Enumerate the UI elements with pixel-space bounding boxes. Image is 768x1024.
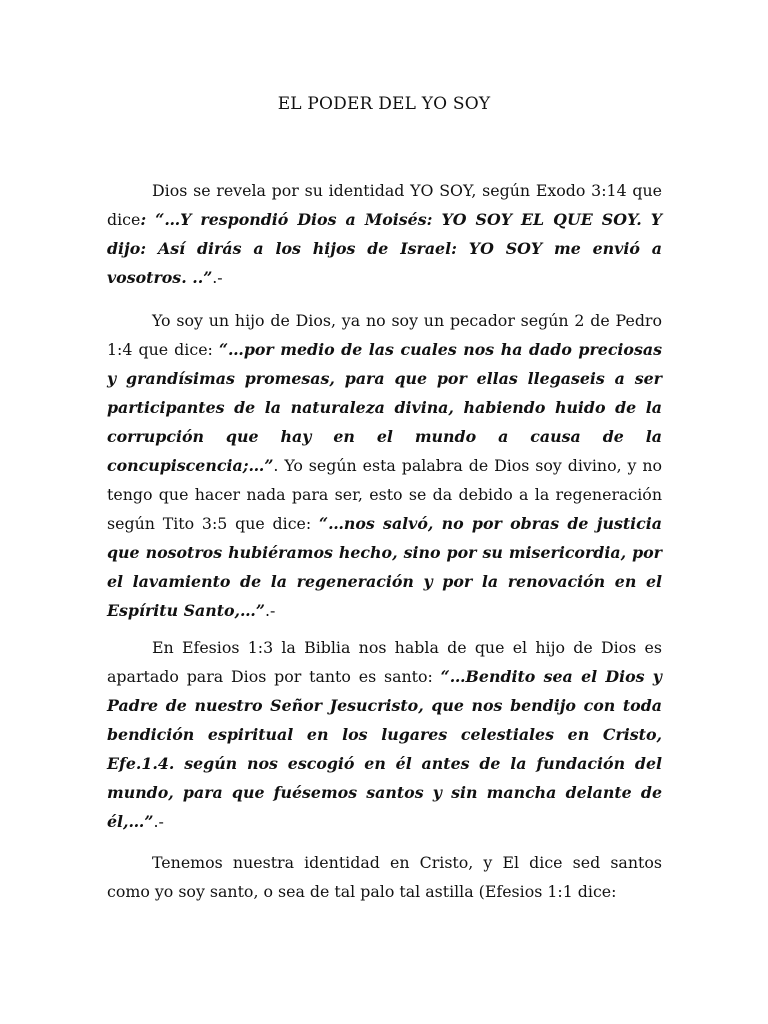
paragraph-1-end: .- <box>212 268 223 287</box>
paragraph-3-quote: “…Bendito sea el Dios y Padre de nuestro Señor Jesucristo, que nos bendijo con toda bendición espiritual en los lugares celestiales en Cristo, Efe.1.4. según nos escogió en él antes de la fundación del mundo, para que fuésemos santos y sin mancha delante de él,…” <box>107 667 662 831</box>
paragraph-2-quote-1: “…por medio de las cuales nos ha dado preciosas y grandísimas promesas, para que por ellas llegaseis a ser participantes de la naturaleza divina, habiendo huido de la corrupción que hay en el mundo a causa de la concupiscencia;…” <box>107 340 662 475</box>
paragraph-3 <box>107 633 662 836</box>
paragraph-2-quote-2: “…nos salvó, no por obras de justicia que nosotros hubiéramos hecho, sino por su misericordia, por el lavamiento de la regeneración y por la renovación en el Espíritu Santo,…” <box>107 514 662 620</box>
paragraph-1-quote: : “…Y respondió Dios a Moisés: YO SOY EL QUE SOY. Y dijo: Así dirás a los hijos de Israel: YO SOY me envió a vosotros. ..” <box>107 210 662 287</box>
paragraph-1-text: Dios se revela por su identidad YO SOY, según Exodo 3:14 que dice <box>107 181 662 229</box>
paragraph-1 <box>107 176 662 292</box>
paragraph-2 <box>107 306 662 625</box>
paragraph-3-end: .- <box>153 812 164 831</box>
paragraph-4 <box>107 848 662 906</box>
paragraph-2-text: Yo soy un hijo de Dios, ya no soy un pecador según 2 de Pedro 1:4 que dice: <box>107 311 662 359</box>
paragraph-2-text-2: . Yo según esta palabra de Dios soy divino, y no tengo que hacer nada para ser, esto se da debido a la regeneración según Tito 3:5 que dice: <box>107 456 662 533</box>
paragraph-4-text: Tenemos nuestra identidad en Cristo, y El dice sed santos como yo soy santo, o sea de tal palo tal astilla (Efesios 1:1 dice: <box>107 853 662 901</box>
paragraph-2-end: .- <box>264 601 276 620</box>
paragraph-3-text: En Efesios 1:3 la Biblia nos habla de que el hijo de Dios es apartado para Dios por tanto es santo: <box>107 638 662 686</box>
document-title: EL PODER DEL YO SOY <box>277 94 491 114</box>
